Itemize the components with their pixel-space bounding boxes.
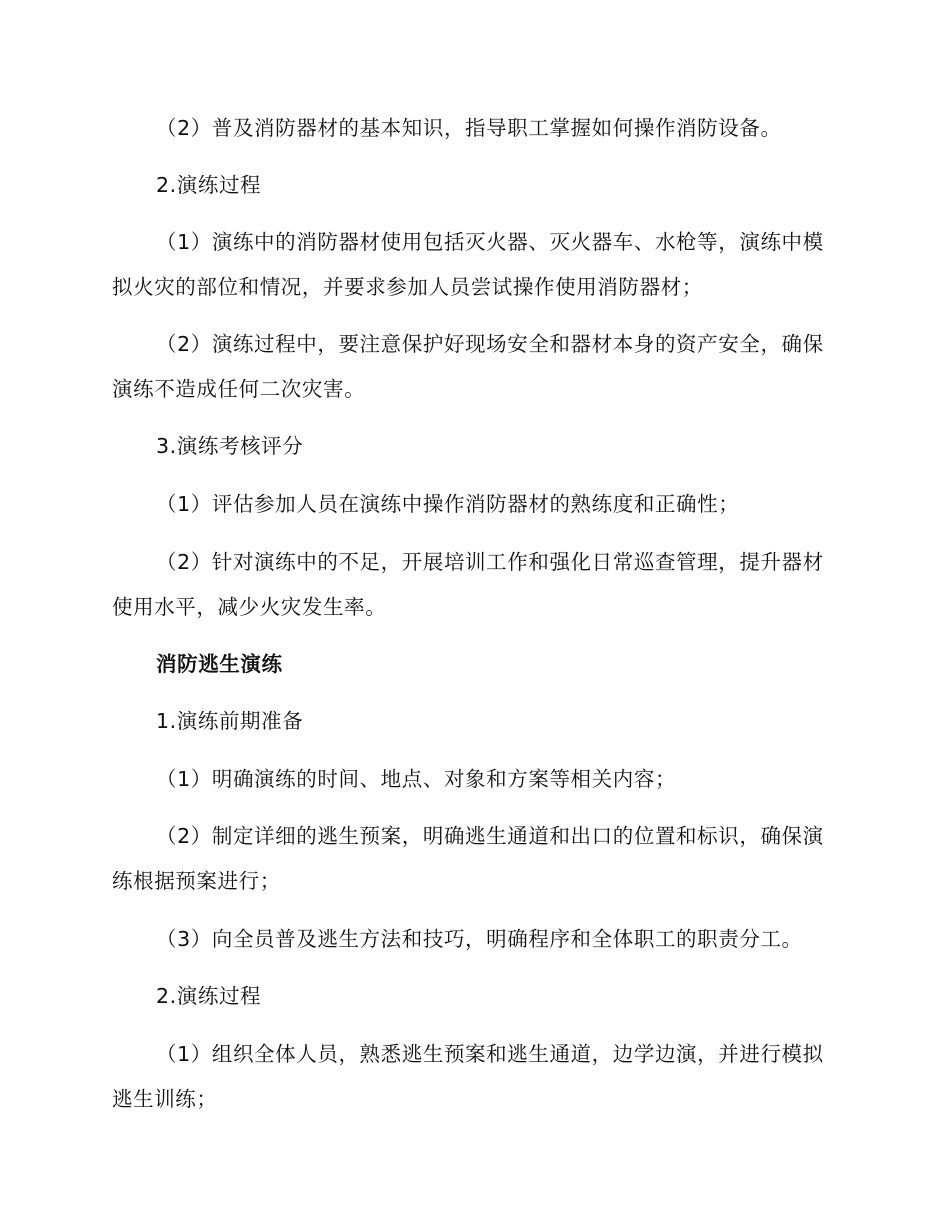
section-title-fire-escape-drill: 消防逃生演练 (156, 652, 283, 676)
paragraph-item-1-evaluation: （1）评估参加人员在演练中操作消防器材的熟练度和正确性； (156, 492, 740, 516)
section-heading-preparation: 1.演练前期准备 (156, 709, 304, 733)
section-heading-drill-process-2: 2.演练过程 (156, 984, 262, 1008)
document-page (112, 0, 824, 1230)
section-heading-drill-process: 2.演练过程 (156, 173, 262, 197)
paragraph-item-3-training: （3）向全员普及逃生方法和技巧，明确程序和全体职工的职责分工。 (156, 927, 803, 951)
paragraph-item-1-organize: （1）组织全体人员，熟悉逃生预案和逃生通道，边学边演，并进行模拟逃生训练； (112, 1042, 824, 1111)
paragraph-item-2-safety: （2）演练过程中，要注意保护好现场安全和器材本身的资产安全，确保演练不造成任何二次灾害。 (112, 332, 824, 401)
paragraph-item-1-clarify: （1）明确演练的时间、地点、对象和方案等相关内容； (156, 767, 677, 791)
paragraph-item-1-equipment-use: （1）演练中的消防器材使用包括灭火器、灭火器车、水枪等，演练中模拟火灾的部位和情况，并要求参加人员尝试操作使用消防器材； (112, 230, 824, 299)
paragraph-item-2-escape-plan: （2）制定详细的逃生预案，明确逃生通道和出口的位置和标识，确保演练根据预案进行； (112, 824, 824, 893)
paragraph-item-2-basic-knowledge: （2）普及消防器材的基本知识，指导职工掌握如何操作消防设备。 (156, 116, 782, 140)
section-heading-assessment: 3.演练考核评分 (156, 434, 304, 458)
paragraph-item-2-improvement: （2）针对演练中的不足，开展培训工作和强化日常巡查管理，提升器材使用水平，减少火灾发生率。 (112, 550, 824, 619)
